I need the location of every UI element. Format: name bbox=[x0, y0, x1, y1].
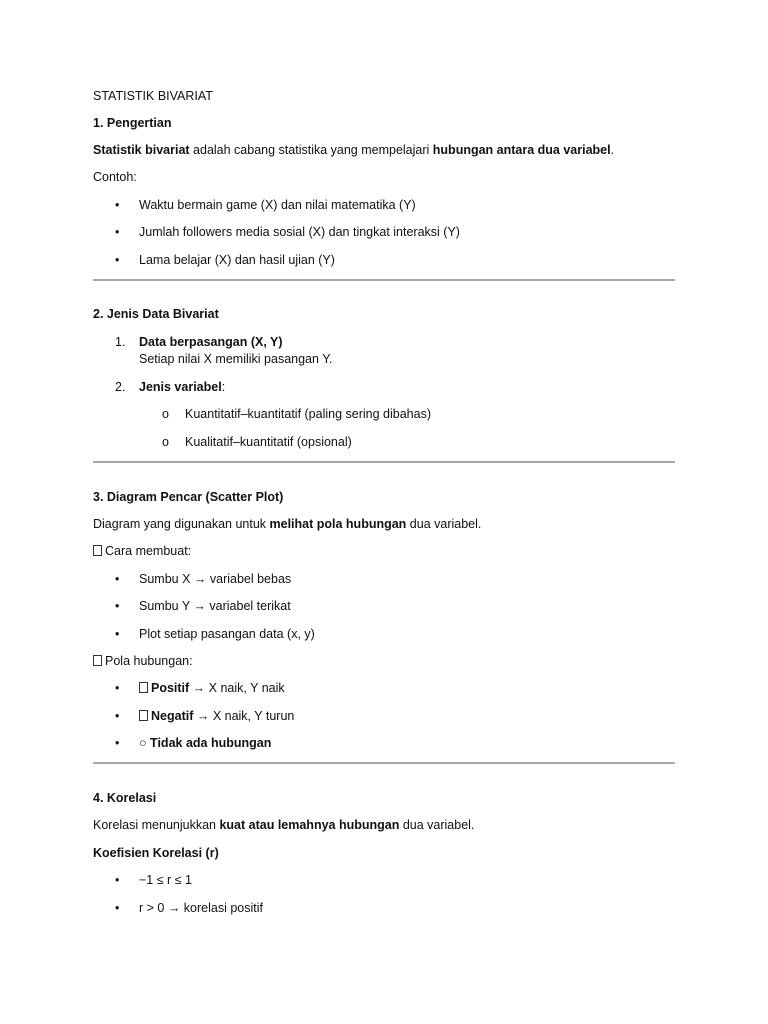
numbered-item-colon: : bbox=[221, 380, 226, 394]
step-item: Plot setiap pasangan data (x, y) bbox=[139, 627, 315, 641]
example-item: Jumlah followers media sosial (X) dan tingkat interaksi (Y) bbox=[139, 225, 460, 239]
definition-term: Statistik bivariat bbox=[93, 143, 190, 157]
bullet-marker: • bbox=[115, 709, 120, 723]
pola-hubungan-text: Pola hubungan: bbox=[105, 654, 193, 668]
bullet-marker: • bbox=[115, 873, 120, 887]
numbered-item-title-bold: Jenis variabel bbox=[139, 380, 222, 394]
definition-emphasis: hubungan antara dua variabel bbox=[432, 143, 611, 157]
section-4-intro bbox=[93, 817, 474, 833]
definition-end: . bbox=[610, 143, 615, 157]
missing-glyph-icon bbox=[139, 682, 148, 693]
contoh-label: Contoh: bbox=[93, 170, 137, 184]
section-3-heading: 3. Diagram Pencar (Scatter Plot) bbox=[93, 490, 284, 504]
section-1-definition bbox=[93, 142, 614, 158]
intro-emphasis: melihat pola hubungan bbox=[269, 517, 407, 531]
bullet-marker: • bbox=[115, 681, 120, 695]
section-1-heading: 1. Pengertian bbox=[93, 116, 172, 130]
missing-glyph-icon bbox=[93, 545, 102, 556]
bullet-marker: • bbox=[115, 572, 120, 586]
sub-list-marker: o bbox=[162, 407, 169, 421]
example-item: Lama belajar (X) dan hasil ujian (Y) bbox=[139, 253, 335, 267]
step-item: Sumbu X → variabel bebas bbox=[139, 572, 292, 586]
cara-membuat-label bbox=[93, 543, 191, 559]
step-item: Sumbu Y → variabel terikat bbox=[139, 599, 291, 613]
intro-emphasis: kuat atau lemahnya hubungan bbox=[219, 818, 400, 832]
bullet-marker: • bbox=[115, 253, 120, 267]
section-divider bbox=[93, 762, 675, 764]
pola-hubungan-label bbox=[93, 653, 193, 669]
pattern-label: Positif bbox=[151, 681, 190, 695]
bullet-marker: • bbox=[115, 736, 120, 750]
bullet-marker: • bbox=[115, 627, 120, 641]
pattern-label: Tidak ada hubungan bbox=[150, 736, 272, 750]
section-4-heading: 4. Korelasi bbox=[93, 791, 157, 805]
section-3-intro bbox=[93, 516, 481, 532]
sub-list-item: Kuantitatif–kuantitatif (paling sering dibahas) bbox=[185, 407, 431, 421]
correlation-item: −1 ≤ r ≤ 1 bbox=[139, 873, 192, 887]
pattern-item-positive bbox=[139, 680, 285, 696]
pattern-item-none bbox=[139, 735, 271, 751]
missing-glyph-icon bbox=[93, 655, 102, 666]
numbered-item-title bbox=[139, 379, 225, 395]
intro-end: dua variabel. bbox=[399, 818, 475, 832]
bullet-marker: • bbox=[115, 599, 120, 613]
bullet-marker: • bbox=[115, 198, 120, 212]
pattern-label: Negatif bbox=[151, 709, 194, 723]
bullet-marker: • bbox=[115, 225, 120, 239]
pattern-item-negative bbox=[139, 708, 294, 724]
intro-end: dua variabel. bbox=[406, 517, 482, 531]
cara-membuat-text: Cara membuat: bbox=[105, 544, 192, 558]
missing-glyph-icon bbox=[139, 710, 148, 721]
section-divider bbox=[93, 461, 675, 463]
section-2-heading: 2. Jenis Data Bivariat bbox=[93, 307, 219, 321]
bullet-marker: • bbox=[115, 901, 120, 915]
sub-list-marker: o bbox=[162, 435, 169, 449]
list-number: 2. bbox=[115, 380, 126, 394]
list-number: 1. bbox=[115, 335, 126, 349]
intro-text: Diagram yang digunakan untuk bbox=[93, 517, 270, 531]
circle-icon: ○ bbox=[139, 736, 147, 750]
koefisien-heading: Koefisien Korelasi (r) bbox=[93, 846, 219, 860]
pattern-description: → X naik, Y naik bbox=[189, 681, 285, 695]
numbered-item-title: Data berpasangan (X, Y) bbox=[139, 335, 283, 349]
example-item: Waktu bermain game (X) dan nilai matematika (Y) bbox=[139, 198, 416, 212]
numbered-item-description: Setiap nilai X memiliki pasangan Y. bbox=[139, 352, 333, 366]
intro-text: Korelasi menunjukkan bbox=[93, 818, 220, 832]
correlation-item: r > 0 → korelasi positif bbox=[139, 901, 264, 915]
section-divider bbox=[93, 279, 675, 281]
document-title: STATISTIK BIVARIAT bbox=[93, 89, 213, 103]
sub-list-item: Kualitatif–kuantitatif (opsional) bbox=[185, 435, 352, 449]
pattern-description: → X naik, Y turun bbox=[193, 709, 295, 723]
definition-text: adalah cabang statistika yang mempelajari bbox=[189, 143, 433, 157]
